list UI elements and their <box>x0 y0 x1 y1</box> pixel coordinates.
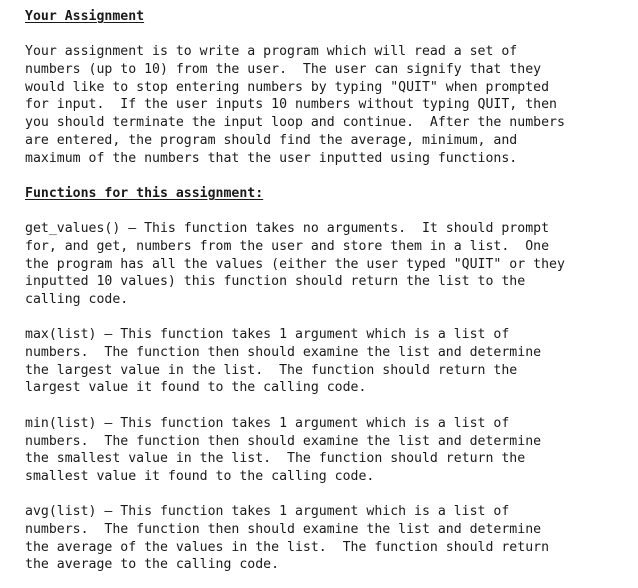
spacer <box>25 203 625 221</box>
paragraph-line: would like to stop entering numbers by typing "QUIT" when prompted <box>25 79 550 95</box>
paragraph-line: calling code. <box>25 292 129 307</box>
paragraph-line: the average of the values in the list. The function should return <box>25 539 550 555</box>
paragraph-line: numbers. The function then should examine the list and determine <box>25 345 542 361</box>
paragraph-line: for input. If the user inputs 10 numbers without typing QUIT, then <box>25 97 557 113</box>
spacer <box>25 167 625 185</box>
paragraph-line: avg(list) – This function takes 1 argument which is a list of <box>25 504 510 520</box>
paragraph-line: maximum of the numbers that the user inputted using functions. <box>25 150 518 166</box>
avg-description <box>25 503 625 574</box>
spacer <box>25 26 625 44</box>
spacer <box>25 309 625 327</box>
paragraph-line: the largest value in the list. The function should return the <box>25 362 518 378</box>
paragraph-line: inputted 10 values) this function should return the list to the <box>25 274 526 290</box>
paragraph-line: numbers (up to 10) from the user. The user can signify that they <box>25 62 542 78</box>
paragraph-line: min(list) – This function takes 1 argument which is a list of <box>25 415 510 431</box>
paragraph-line: largest value it found to the calling code. <box>25 380 367 396</box>
spacer <box>25 486 625 504</box>
paragraph-line: numbers. The function then should examine the list and determine <box>25 433 542 449</box>
paragraph-line: max(list) – This function takes 1 argument which is a list of <box>25 327 510 343</box>
assignment-document <box>25 8 625 574</box>
min-description <box>25 415 625 486</box>
assignment-paragraph <box>25 43 625 167</box>
paragraph-line: Your assignment is to write a program which will read a set of <box>25 44 518 60</box>
get-values-description <box>25 220 625 308</box>
paragraph-line: get_values() – This function takes no arguments. It should prompt <box>25 221 550 237</box>
paragraph-line: you should terminate the input loop and continue. After the numbers <box>25 115 565 131</box>
paragraph-line: are entered, the program should find the average, minimum, and <box>25 132 518 148</box>
spacer <box>25 397 625 415</box>
max-description <box>25 326 625 397</box>
assignment-heading: Your Assignment <box>25 9 145 24</box>
paragraph-line: numbers. The function then should examine the list and determine <box>25 521 542 537</box>
paragraph-line: for, and get, numbers from the user and store them in a list. One <box>25 238 550 254</box>
paragraph-line: the average to the calling code. <box>25 557 280 573</box>
paragraph-line: smallest value it found to the calling code. <box>25 468 375 484</box>
paragraph-line: the program has all the values (either the user typed "QUIT" or they <box>25 256 565 272</box>
functions-heading: Functions for this assignment: <box>25 185 264 201</box>
paragraph-line: the smallest value in the list. The function should return the <box>25 451 526 467</box>
